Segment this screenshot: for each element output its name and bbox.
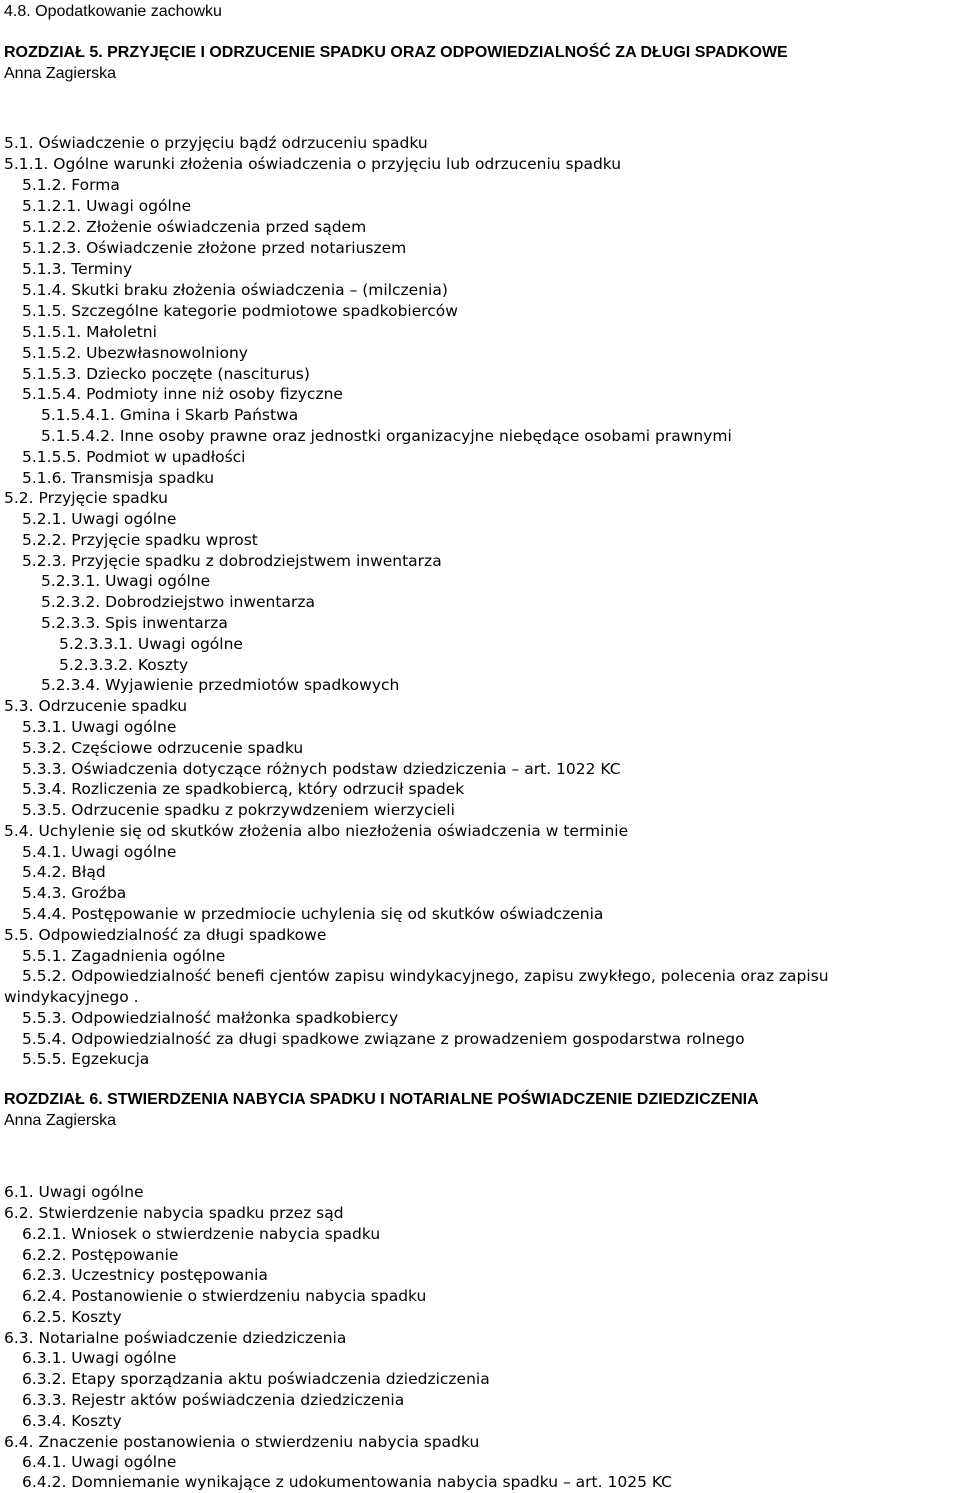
toc-entry: 5.1.4. Skutki braku złożenia oświadczenia – (milczenia) xyxy=(22,281,448,299)
toc-entry: 6.3.3. Rejestr aktów poświadczenia dziedziczenia xyxy=(22,1391,405,1409)
toc-entry: 6.2. Stwierdzenie nabycia spadku przez sąd xyxy=(4,1204,344,1222)
toc-entry: 5.5.1. Zagadnienia ogólne xyxy=(22,947,226,965)
toc-entry: 6.3.2. Etapy sporządzania aktu poświadczenia dziedziczenia xyxy=(22,1370,490,1388)
chapter-5-heading: ROZDZIAŁ 5. PRZYJĘCIE I ODRZUCENIE SPADKU ORAZ ODPOWIEDZIALNOŚĆ ZA DŁUGI SPADKOWE xyxy=(4,44,788,61)
toc-entry: 5.4. Uchylenie się od skutków złożenia albo niezłożenia oświadczenia w terminie xyxy=(4,822,629,840)
chapter-6-heading: ROZDZIAŁ 6. STWIERDZENIA NABYCIA SPADKU I NOTARIALNE POŚWIADCZENIE DZIEDZICZENIA xyxy=(4,1091,759,1108)
toc-entry: 6.3.1. Uwagi ogólne xyxy=(22,1349,177,1367)
previous-section-line: 4.8. Opodatkowanie zachowku xyxy=(4,3,222,20)
toc-entry: 5.1.5.4.1. Gmina i Skarb Państwa xyxy=(41,406,299,424)
toc-entry: 5.5.5. Egzekucja xyxy=(22,1050,150,1068)
chapter-6-author: Anna Zagierska xyxy=(4,1112,117,1129)
toc-entry: 5.4.3. Groźba xyxy=(22,884,127,902)
toc-entry: 5.2.1. Uwagi ogólne xyxy=(22,510,177,528)
toc-entry: 6.2.2. Postępowanie xyxy=(22,1246,179,1264)
toc-entry: 5.2.3.3.1. Uwagi ogólne xyxy=(59,635,243,653)
toc-entry: 5.1.5.2. Ubezwłasnowolniony xyxy=(22,344,248,362)
toc-entry: 5.1.6. Transmisja spadku xyxy=(22,469,215,487)
toc-entry: 5.1.2.1. Uwagi ogólne xyxy=(22,197,192,215)
chapter-5-author: Anna Zagierska xyxy=(4,65,117,82)
toc-entry: 6.4.1. Uwagi ogólne xyxy=(22,1453,177,1471)
toc-entry: 5.2.2. Przyjęcie spadku wprost xyxy=(22,531,258,549)
toc-entry: 5.2.3.3. Spis inwentarza xyxy=(41,614,228,632)
toc-entry: 5.2.3.4. Wyjawienie przedmiotów spadkowych xyxy=(41,676,400,694)
toc-entry: 5.1.5.3. Dziecko poczęte (nasciturus) xyxy=(22,365,310,383)
toc-entry: 6.2.3. Uczestnicy postępowania xyxy=(22,1266,268,1284)
toc-entry: 5.3.1. Uwagi ogólne xyxy=(22,718,177,736)
toc-entry: 5.4.2. Błąd xyxy=(22,863,106,881)
toc-entry: 5.5.2. Odpowiedzialność benefi cjentów zapisu windykacyjnego, zapisu zwykłego, polecenia oraz zapisu xyxy=(22,967,829,985)
toc-entry: 5.3. Odrzucenie spadku xyxy=(4,697,188,715)
toc-entry: 5.2.3. Przyjęcie spadku z dobrodziejstwem inwentarza xyxy=(22,552,442,570)
toc-entry: 5.4.1. Uwagi ogólne xyxy=(22,843,177,861)
toc-entry: 5.4.4. Postępowanie w przedmiocie uchylenia się od skutków oświadczenia xyxy=(22,905,604,923)
toc-entry: 6.3.4. Koszty xyxy=(22,1412,122,1430)
toc-entry: 6.1. Uwagi ogólne xyxy=(4,1183,144,1201)
toc-entry: 5.1.5.1. Małoletni xyxy=(22,323,157,341)
toc-entry: 5.1.5.4. Podmioty inne niż osoby fizyczne xyxy=(22,385,343,403)
toc-entry: 5.2.3.2. Dobrodziejstwo inwentarza xyxy=(41,593,315,611)
toc-entry: 5.3.3. Oświadczenia dotyczące różnych podstaw dziedziczenia – art. 1022 KC xyxy=(22,760,621,778)
toc-entry: 6.4.2. Domniemanie wynikające z udokumentowania nabycia spadku – art. 1025 KC xyxy=(22,1473,673,1491)
toc-entry: 5.2.3.3.2. Koszty xyxy=(59,656,189,674)
toc-entry: 6.3. Notarialne poświadczenie dziedziczenia xyxy=(4,1329,347,1347)
toc-entry: 6.2.4. Postanowienie o stwierdzeniu nabycia spadku xyxy=(22,1287,427,1305)
toc-entry: windykacyjnego . xyxy=(4,988,139,1006)
toc-entry: 5.1.1. Ogólne warunki złożenia oświadczenia o przyjęciu lub odrzuceniu spadku xyxy=(4,155,622,173)
toc-entry: 5.5.3. Odpowiedzialność małżonka spadkobiercy xyxy=(22,1009,399,1027)
toc-entry: 6.2.5. Koszty xyxy=(22,1308,122,1326)
toc-entry: 5.1.5.5. Podmiot w upadłości xyxy=(22,448,246,466)
toc-entry: 6.2.1. Wniosek o stwierdzenie nabycia spadku xyxy=(22,1225,381,1243)
toc-entry: 5.2. Przyjęcie spadku xyxy=(4,489,168,507)
toc-entry: 5.3.2. Częściowe odrzucenie spadku xyxy=(22,739,304,757)
toc-entry: 5.1.5.4.2. Inne osoby prawne oraz jednostki organizacyjne niebędące osobami prawnymi xyxy=(41,427,732,445)
toc-entry: 6.4. Znaczenie postanowienia o stwierdzeniu nabycia spadku xyxy=(4,1433,480,1451)
toc-entry: 5.1. Oświadczenie o przyjęciu bądź odrzuceniu spadku xyxy=(4,134,428,152)
toc-entry: 5.1.5. Szczególne kategorie podmiotowe spadkobierców xyxy=(22,302,458,320)
toc-entry: 5.2.3.1. Uwagi ogólne xyxy=(41,572,211,590)
toc-entry: 5.1.2.3. Oświadczenie złożone przed notariuszem xyxy=(22,239,407,257)
toc-entry: 5.3.5. Odrzucenie spadku z pokrzywdzeniem wierzycieli xyxy=(22,801,455,819)
toc-entry: 5.1.3. Terminy xyxy=(22,260,133,278)
toc-entry: 5.5.4. Odpowiedzialność za długi spadkowe związane z prowadzeniem gospodarstwa rolnego xyxy=(22,1030,745,1048)
toc-entry: 5.1.2.2. Złożenie oświadczenia przed sądem xyxy=(22,218,367,236)
toc-entry: 5.3.4. Rozliczenia ze spadkobiercą, który odrzucił spadek xyxy=(22,780,465,798)
toc-entry: 5.1.2. Forma xyxy=(22,176,120,194)
toc-entry: 5.5. Odpowiedzialność za długi spadkowe xyxy=(4,926,327,944)
